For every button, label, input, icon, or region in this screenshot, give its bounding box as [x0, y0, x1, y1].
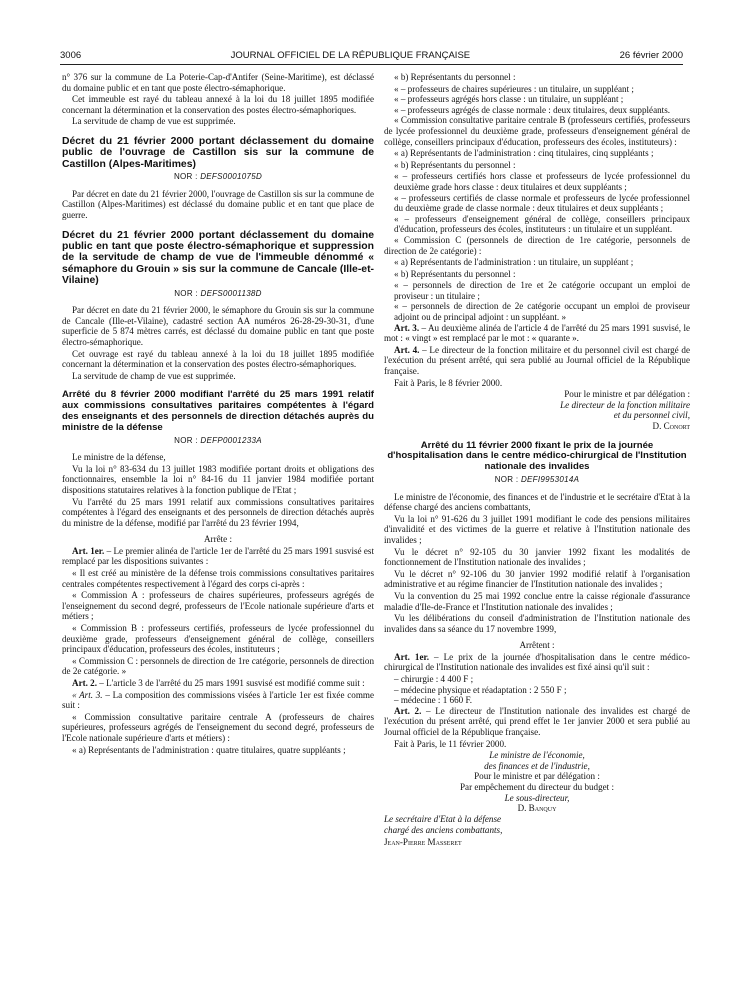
- arrete-commissions-title: Arrêté du 8 février 2000 modifiant l'arrêté du 25 mars 1991 relatif aux commissions consultatives paritaires compétentes à l'égard des enseignants et des personnels de direction détachés auprès du ministre de la défense: [62, 389, 374, 433]
- done-at: Fait à Paris, le 11 février 2000.: [394, 738, 507, 749]
- nor-reference: [384, 475, 690, 486]
- signature-line: Par empêchement du directeur du budget :: [459, 782, 615, 793]
- list-item: « – professeurs agrégés hors classe : un titulaire, un suppléant ;: [394, 94, 624, 105]
- nor-label: NOR :: [173, 172, 198, 182]
- quoted-paragraph: « Commission A : professeurs de chaires supérieures, professeurs agrégés de l'enseignement du second degré, professeurs de l'Ecole nationale supérieure d'arts et métiers ;: [62, 590, 374, 622]
- nor-label: NOR :: [494, 474, 519, 484]
- quoted-paragraph: « Commission consultative paritaire centrale A (professeurs de chaires supérieures, professeurs agrégés de l'enseignement du second degré, professeurs de l'Ecole nationale supérieure d'arts et métiers) :: [62, 711, 374, 743]
- arrete-hospitalisation-title: Arrêté du 11 février 2000 fixant le prix de la journée d'hospitalisation dans le centre médico-chirurgical de l'Institution nationale des invalides: [387, 439, 687, 473]
- visa-paragraph: Vu les délibérations du conseil d'administration de l'Institution nationale des invalides dans sa séance du 17 novembre 1999,: [384, 613, 690, 634]
- quoted-paragraph: « Commission B : professeurs certifiés, professeurs de lycée professionnel du deuxième grade, professeurs d'enseignement général de collège, conseillers principaux d'éducation, professeurs des écoles, instituteurs ;: [62, 623, 374, 655]
- quoted-paragraph: « Commission C : personnels de direction de 1re catégorie, personnels de direction de 2e catégorie. »: [62, 655, 374, 677]
- list-item: « – personnels de direction de 1re et 2e catégorie occupant un emploi de proviseur : un titulaire ;: [394, 280, 690, 301]
- decree-castillon-body: Par décret en date du 21 février 2000, l'ouvrage de Castillon sis sur la commune de Castillon (Alpes-Maritimes) est déclassé du domaine public et en tant que place de guerre.: [62, 188, 374, 220]
- article-text: – La composition des commissions visées à l'article 1er est fixée comme suit :: [62, 689, 374, 711]
- nor-reference: [62, 172, 374, 183]
- price-item: – chirurgie : 4 400 F ;: [394, 674, 474, 685]
- signatory-name: D. Banquy: [517, 803, 557, 814]
- list-item: « – professeurs agrégés de classe normale : deux titulaires, deux suppléants.: [394, 104, 671, 115]
- article-label: Art. 3.: [394, 322, 420, 333]
- signature-line: Pour le ministre et par délégation :: [474, 771, 600, 782]
- minister-intro: Le ministre de l'économie, des finances et de l'industrie et le secrétaire d'Etat à la défense chargé des anciens combattants,: [384, 491, 690, 513]
- signature-line: [384, 761, 690, 772]
- signature-title: Le sous-directeur,: [504, 792, 570, 803]
- right-column: [384, 72, 690, 849]
- article-paragraph: [62, 546, 374, 567]
- nor-code: DEFP0001233A: [200, 435, 262, 445]
- page-number: 3006: [60, 49, 82, 61]
- article-text: – Au deuxième alinéa de l'article 4 de l'arrêté du 25 mars 1991 susvisé, le mot : « vingt » est remplacé par le mot : « quarante ».: [384, 322, 691, 344]
- article-paragraph: [384, 706, 690, 738]
- quoted-paragraph: « Commission consultative paritaire centrale B (professeurs certifiés, professeurs de lycée professionnel du deuxième grade, professeurs d'enseignement général de collège, conseillers principaux d'éducation, professeurs des écoles, instituteurs) :: [384, 115, 690, 147]
- nor-reference: [62, 436, 374, 447]
- decree-grouin-paragraph: Par décret en date du 21 février 2000, le sémaphore du Grouin sis sur la commune de Cancale (Ille-et-Vilaine), cadastré section AA numéros 26-28-29-30-31, d'une superficie de 5 874 mètres carrés, est déclassé du domaine public en tant que poste électro-sémaphorique.: [62, 305, 374, 347]
- signature-line: [384, 410, 690, 421]
- quoted-paragraph: « a) Représentants de l'administration : un titulaire, un suppléant ;: [394, 257, 634, 268]
- list-item: « – personnels de direction de 2e catégorie occupant un emploi de proviseur adjoint ou de principal adjoint : un suppléant. »: [394, 301, 690, 323]
- arrete-heading: Arrête :: [203, 534, 233, 545]
- continued-paragraph: La servitude de champ de vue est supprimée.: [72, 116, 236, 127]
- quoted-paragraph: « b) Représentants du personnel :: [394, 268, 516, 279]
- signature-line: [384, 400, 690, 411]
- signatory-name: D. Conort: [652, 421, 690, 431]
- price-item: – médecine physique et réadaptation : 2 550 F ;: [394, 684, 567, 695]
- signature-title: Le secrétaire d'Etat à la défense: [384, 813, 502, 824]
- visa-paragraph: Vu le décret n° 92-105 du 30 janvier 1992 fixant les modalités de fonctionnement de l'Institution nationale des invalides ;: [384, 546, 690, 568]
- nor-code: DEFI9953014A: [520, 474, 580, 484]
- list-item: « – professeurs certifiés de classe normale et professeurs de lycée professionnel du deuxième grade de classe normale : deux titulaires et deux suppléants ;: [394, 192, 690, 214]
- quoted-paragraph: « a) Représentants de l'administration : cinq titulaires, cinq suppléants ;: [394, 148, 654, 159]
- article-label: « Art. 3.: [72, 689, 103, 700]
- arretent-heading: Arrêtent :: [519, 640, 555, 651]
- visa-paragraph: Vu la loi n° 83-634 du 13 juillet 1983 modifiée portant droits et obligations des fonctionnaires, ensemble la loi n° 84-16 du 11 janvier 1984 modifiée portant dispositions statutaires relatives à la fonction publique de l'Etat ;: [62, 463, 374, 495]
- visa-paragraph: Vu la convention du 25 mai 1992 conclue entre la caisse régionale d'assurance maladie d'Ile-de-France et l'Institution nationale des invalides ;: [384, 590, 690, 612]
- signature-title: Le directeur de la fonction militaire: [560, 399, 690, 410]
- minister-intro: Le ministre de la défense,: [72, 452, 166, 463]
- nor-reference: [62, 289, 374, 300]
- decree-grouin-title: Décret du 21 février 2000 portant déclassement du domaine public en tant que poste électro-sémaphorique et suppression de la servitude de champ de vue de l'immeuble dénommé « sémaphore du Grouin » sis sur la commune de Cancale (Ille-et-Vilaine): [62, 229, 374, 287]
- signature-line: [384, 750, 690, 761]
- article-label: Art. 1er.: [394, 651, 429, 662]
- left-column: [62, 72, 374, 756]
- article-text: – Le prix de la journée d'hospitalisation dans le centre médico-chirurgical de l'Institution nationale des invalides est fixé ainsi qu'il suit :: [384, 651, 690, 673]
- visa-paragraph: Vu le décret n° 92-106 du 30 janvier 1992 modifié relatif à l'organisation administrative et au régime financier de l'Institution nationale des invalides ;: [384, 568, 690, 590]
- signature-line: [384, 814, 690, 825]
- signature-line: [384, 793, 690, 804]
- continued-paragraph: Cet immeuble est rayé du tableau annexé à la loi du 18 juillet 1895 modifiée concernant la détermination et la conservation des postes électro-sémaphoriques.: [62, 94, 374, 115]
- nor-code: DEFS0001138D: [200, 288, 262, 298]
- decree-castillon-title: Décret du 21 février 2000 portant déclassement du domaine public de l'ouvrage de Castillon sis sur la commune de Castillon (Alpes-Maritimes): [62, 135, 374, 170]
- article-text: – L'article 3 de l'arrêté du 25 mars 1991 susvisé est modifié comme suit :: [97, 678, 365, 688]
- article-text: – Le premier alinéa de l'article 1er de l'arrêté du 25 mars 1991 susvisé est remplacé par les dispositions suivantes :: [62, 545, 374, 567]
- visa-paragraph: Vu l'arrêté du 25 mars 1991 relatif aux commissions consultatives paritaires compétentes à l'égard des enseignants et des personnels de direction détachés auprès du ministre de la défense, modifié par l'arrêté du 23 février 1994,: [62, 496, 374, 528]
- decree-grouin-paragraph: La servitude de champ de vue est supprimée.: [72, 370, 236, 381]
- article-text: – Le directeur de l'Institution nationale des invalides est chargé de l'exécution du présent arrêté, qui prend effet le 1er janvier 2000 et sera publié au Journal officiel de la République française.: [384, 705, 690, 738]
- list-item: « – professeurs de chaires supérieures : un titulaire, un suppléant ;: [394, 83, 634, 94]
- decree-grouin-paragraph: Cet ouvrage est rayé du tableau annexé à la loi du 18 juillet 1895 modifiée concernant la détermination et la conservation des postes électro-sémaphoriques.: [62, 348, 374, 370]
- nor-label: NOR :: [174, 435, 198, 445]
- nor-code: DEFS0001075D: [200, 172, 263, 182]
- header-rule: [60, 64, 683, 65]
- issue-date: 26 février 2000: [619, 49, 683, 61]
- article-label: Art. 1er.: [72, 545, 105, 556]
- quoted-paragraph: « b) Représentants du personnel :: [394, 159, 516, 170]
- article-paragraph: [384, 323, 690, 344]
- article-label: Art. 2.: [394, 705, 422, 716]
- article-paragraph: [62, 678, 374, 689]
- list-item: « – professeurs certifiés hors classe et professeurs de lycée professionnel du deuxième grade hors classe : deux titulaires et deux suppléants ;: [394, 171, 690, 192]
- signature-line: Pour le ministre et par délégation :: [564, 389, 690, 400]
- signature-title: et du personnel civil,: [613, 410, 690, 421]
- signature-title: Le ministre de l'économie,: [489, 750, 585, 761]
- journal-title: JOURNAL OFFICIEL DE LA RÉPUBLIQUE FRANÇAISE: [230, 49, 471, 61]
- nor-label: NOR :: [174, 288, 198, 298]
- quoted-paragraph: « b) Représentants du personnel :: [394, 72, 516, 82]
- signatory-name: Jean-Pierre Masseret: [384, 836, 462, 847]
- signature-line: [384, 825, 690, 836]
- price-item: – médecine : 1 660 F.: [394, 695, 473, 706]
- continued-paragraph: n° 376 sur la commune de La Poterie-Cap-d'Antifer (Seine-Maritime), est déclassé du domaine public et en tant que poste électro-sémaphorique.: [62, 72, 374, 93]
- quoted-paragraph: « Il est créé au ministère de la défense trois commissions consultatives paritaires centrales compétentes respectivement à l'égard des corps ci-après :: [62, 568, 374, 589]
- visa-paragraph: Vu la loi n° 91-626 du 3 juillet 1991 modifiant le code des pensions militaires d'invalidité et des victimes de la guerre et relative à l'Institution nationale des invalides ;: [384, 513, 690, 545]
- article-paragraph: [384, 652, 690, 673]
- article-paragraph: [384, 345, 690, 377]
- article-text: – Le directeur de la fonction militaire et du personnel civil est chargé de l'exécution du présent arrêté, qui sera publié au Journal officiel de la République française.: [384, 344, 690, 377]
- article-label: Art. 4.: [394, 344, 420, 355]
- signature-title: chargé des anciens combattants,: [384, 825, 503, 836]
- quoted-paragraph: « a) Représentants de l'administration : quatre titulaires, quatre suppléants ;: [72, 744, 346, 755]
- article-label: Art. 2.: [72, 678, 97, 688]
- done-at: Fait à Paris, le 8 février 2000.: [394, 377, 503, 388]
- article-paragraph: [62, 690, 374, 711]
- signature-title: des finances et de l'industrie,: [484, 760, 590, 771]
- quoted-paragraph: « Commission C (personnels de direction de 1re catégorie, personnels de direction de 2e catégorie) :: [384, 234, 690, 256]
- list-item: « – professeurs d'enseignement général de collège, conseillers principaux d'éducation, professeurs des écoles, instituteurs : un titulaire et un suppléant.: [394, 213, 690, 235]
- page-header: [60, 48, 683, 62]
